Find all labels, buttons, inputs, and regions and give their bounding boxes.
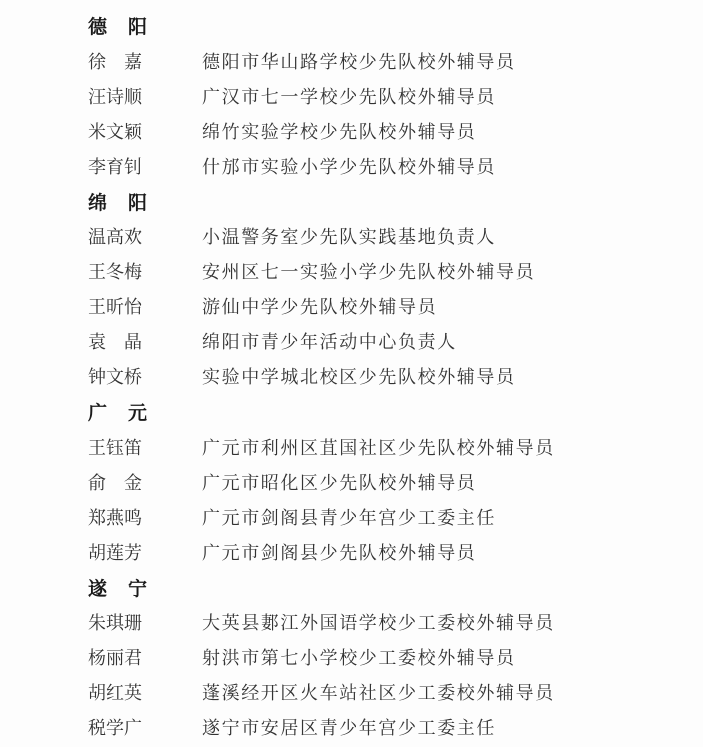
person-role: 小温警务室少先队实践基地负责人 <box>202 227 496 249</box>
list-item <box>88 605 688 640</box>
list-item <box>88 289 688 324</box>
person-name: 徐 嘉 <box>88 51 142 73</box>
person-role: 游仙中学少先队校外辅导员 <box>202 297 438 319</box>
person-name: 李育钊 <box>88 156 142 178</box>
person-role: 大英县郪江外国语学校少工委校外辅导员 <box>202 613 555 635</box>
section-title-guangyuan: 广 元 <box>88 402 149 425</box>
award-list <box>88 8 688 745</box>
person-name: 温高欢 <box>88 227 142 249</box>
person-name: 胡红英 <box>88 683 142 705</box>
person-role: 广元市剑阁县少先队校外辅导员 <box>202 542 477 564</box>
person-name: 王昕怡 <box>88 297 142 319</box>
person-role: 射洪市第七小学校少工委校外辅导员 <box>202 648 516 670</box>
person-name: 税学广 <box>88 718 142 740</box>
person-name: 胡莲芳 <box>88 542 142 564</box>
list-item <box>88 710 688 745</box>
list-item <box>88 113 688 148</box>
list-item <box>88 324 688 359</box>
section-title-suining: 遂 宁 <box>88 577 149 600</box>
person-name: 郑燕鸣 <box>88 507 142 529</box>
person-role: 广汉市七一学校少先队校外辅导员 <box>202 86 496 108</box>
list-item <box>88 359 688 394</box>
person-name: 钟文桥 <box>88 367 142 389</box>
list-item <box>88 429 688 464</box>
person-role: 遂宁市安居区青少年宫少工委主任 <box>202 718 496 740</box>
list-item <box>88 254 688 289</box>
list-item <box>88 43 688 78</box>
person-role: 蓬溪经开区火车站社区少工委校外辅导员 <box>202 683 555 705</box>
person-role: 广元市利州区苴国社区少先队校外辅导员 <box>202 437 555 459</box>
person-role: 德阳市华山路学校少先队校外辅导员 <box>202 51 516 73</box>
person-name: 王冬梅 <box>88 262 142 284</box>
person-role: 什邡市实验小学少先队校外辅导员 <box>202 156 496 178</box>
section-title-mianyang: 绵 阳 <box>88 191 149 214</box>
person-role: 实验中学城北校区少先队校外辅导员 <box>202 367 516 389</box>
person-name: 米文颖 <box>88 121 142 143</box>
list-item <box>88 675 688 710</box>
person-role: 绵竹实验学校少先队校外辅导员 <box>202 121 477 143</box>
list-item <box>88 534 688 569</box>
list-item <box>88 78 688 113</box>
list-item <box>88 499 688 534</box>
person-name: 汪诗顺 <box>88 86 142 108</box>
person-name: 朱琪珊 <box>88 613 142 635</box>
person-name: 杨丽君 <box>88 648 142 670</box>
person-name: 俞 金 <box>88 472 142 494</box>
list-item <box>88 219 688 254</box>
person-name: 王钰笛 <box>88 437 142 459</box>
person-role: 绵阳市青少年活动中心负责人 <box>202 332 457 354</box>
person-role: 广元市剑阁县青少年宫少工委主任 <box>202 507 496 529</box>
person-role: 广元市昭化区少先队校外辅导员 <box>202 472 477 494</box>
section-title-deyang: 德 阳 <box>88 16 149 39</box>
person-name: 袁 晶 <box>88 332 142 354</box>
person-role: 安州区七一实验小学少先队校外辅导员 <box>202 262 536 284</box>
list-item <box>88 640 688 675</box>
list-item <box>88 148 688 183</box>
list-item <box>88 464 688 499</box>
